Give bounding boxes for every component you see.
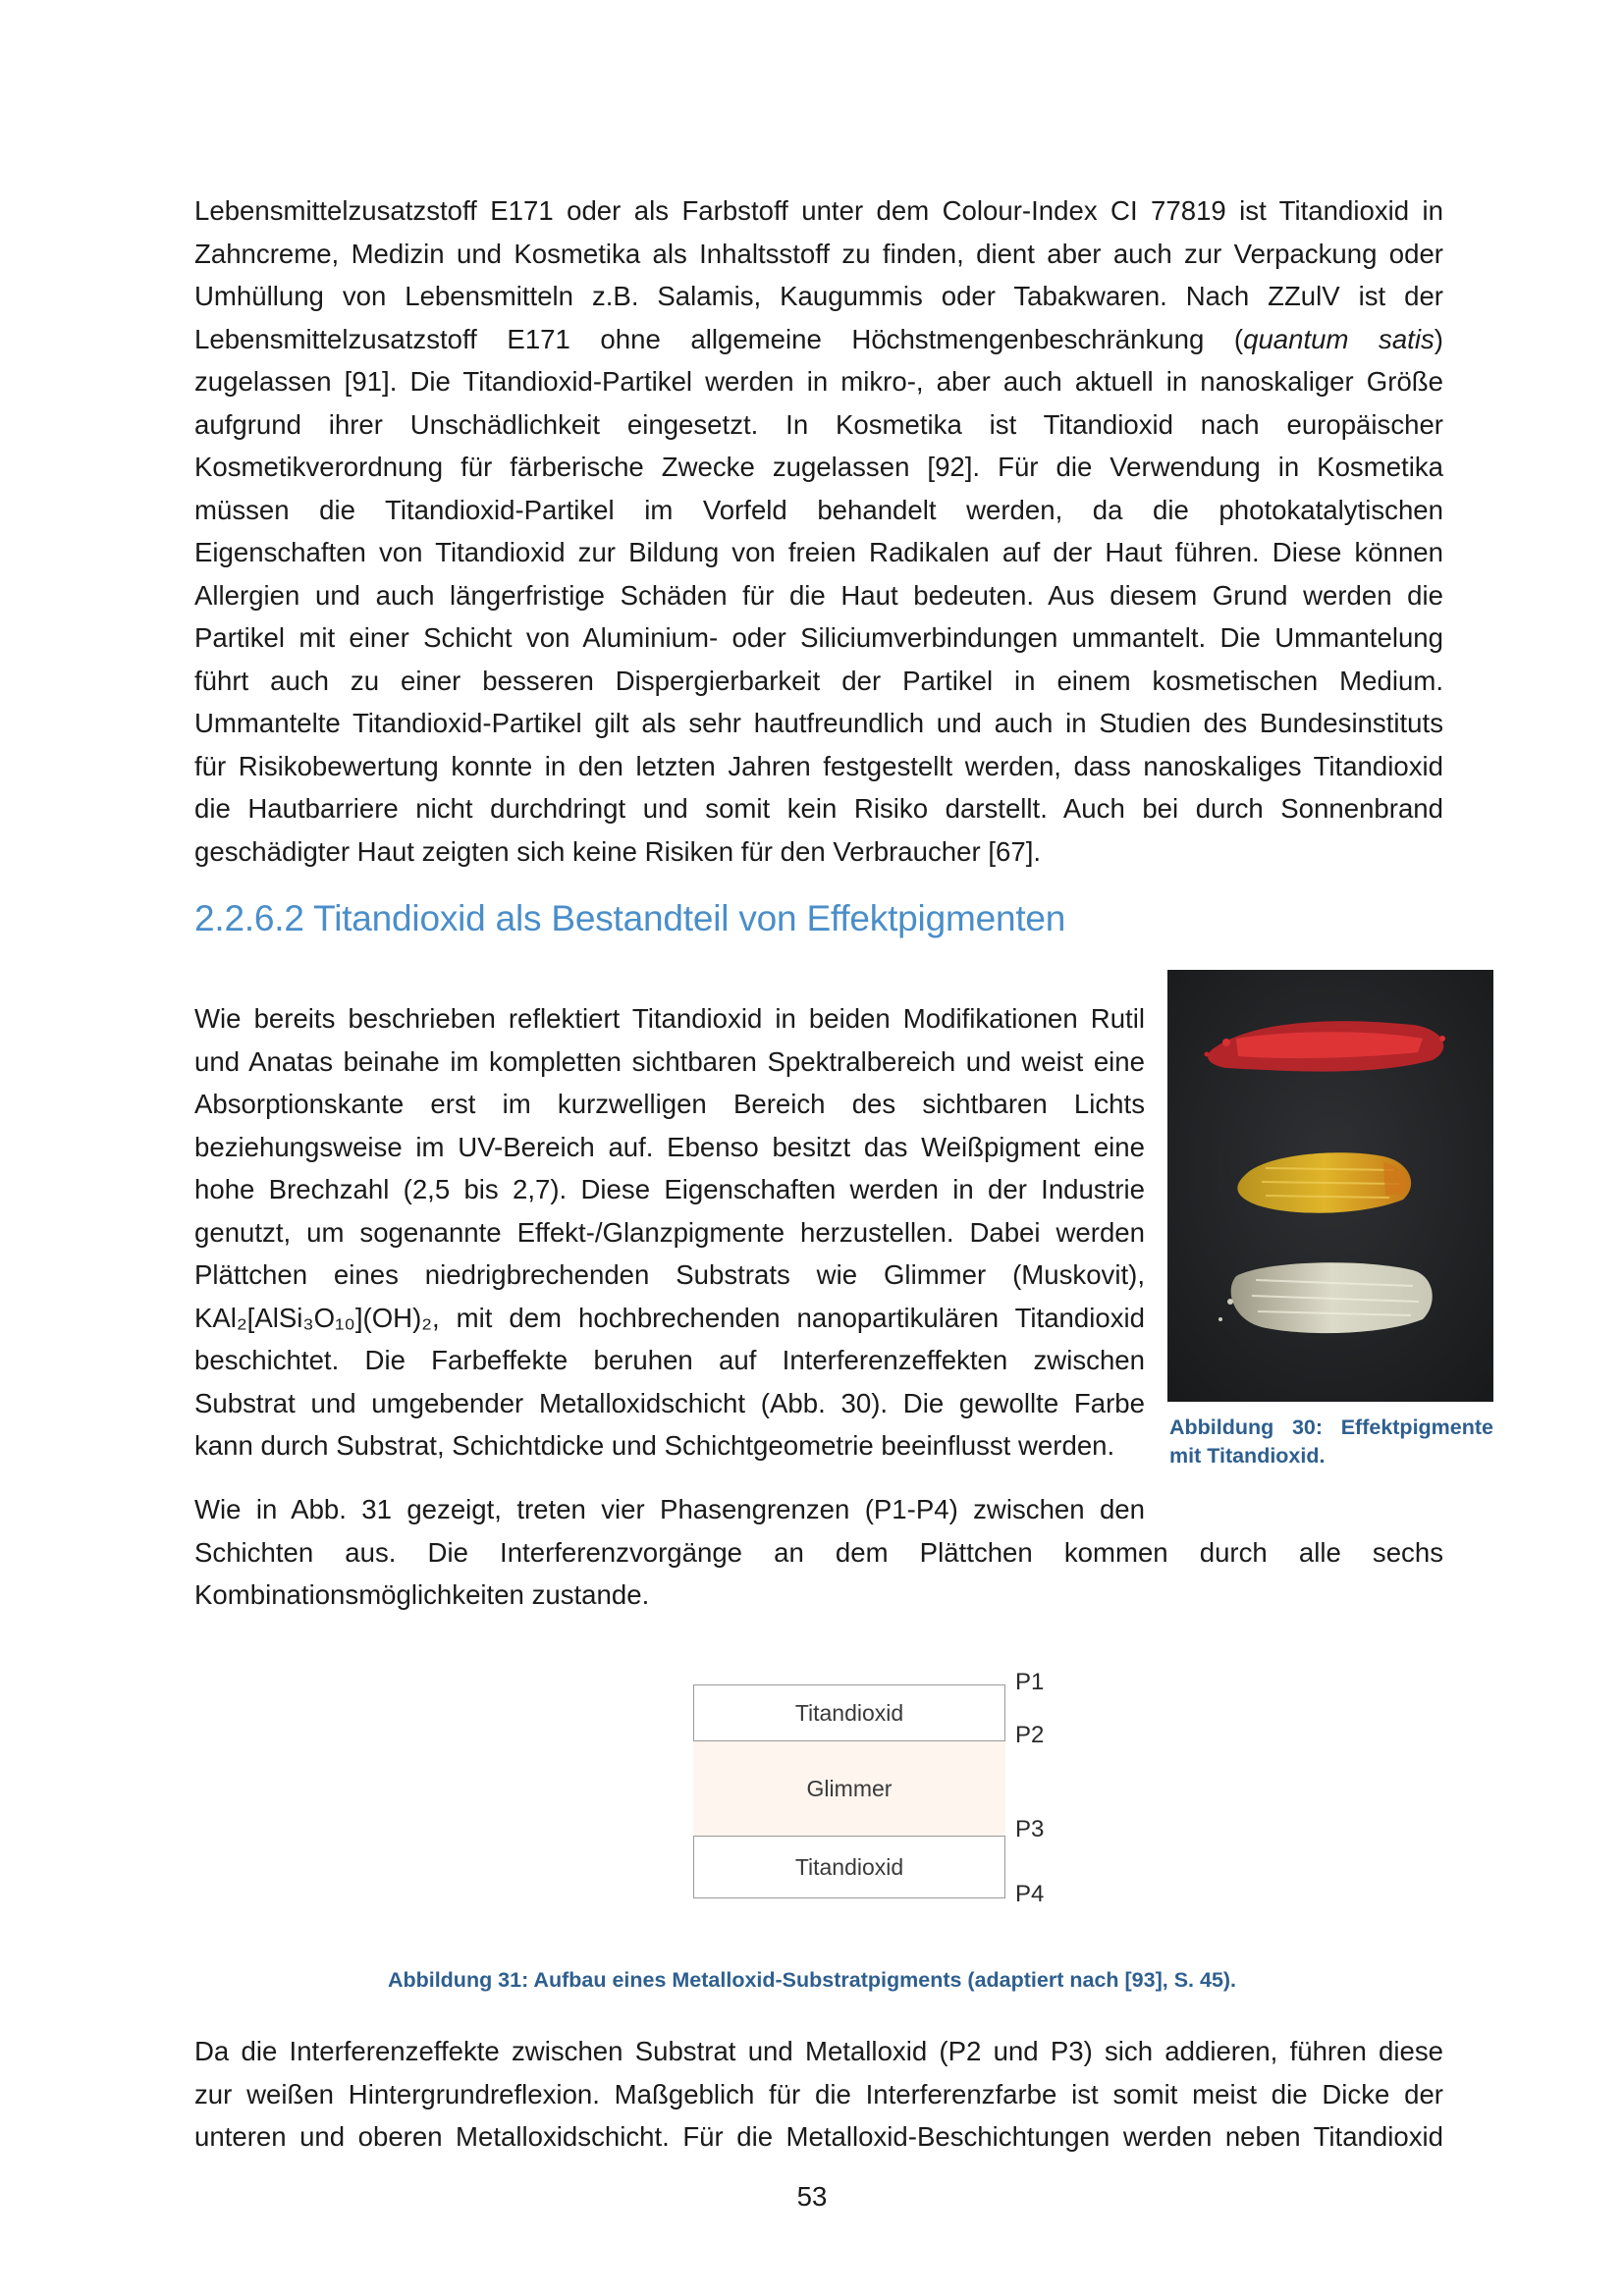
text-line: Partikel mit einer Schicht von Aluminium- oder Siliciumverbindungen ummantelt. Die Ummantelung [194, 622, 1443, 653]
text-line: Kosmetikverordnung für färberische Zwecke zugelassen [92]. Für die Verwendung in Kosmetika [194, 452, 1443, 482]
text-line: führt auch zu einer besseren Dispergierbarkeit der Partikel in einem kosmetischen Medium. [194, 665, 1443, 696]
text-line: Wie in Abb. 31 gezeigt, treten vier Phasengrenzen (P1-P4) zwischen den [194, 1494, 1145, 1524]
text-line: Umhüllung von Lebensmitteln z.B. Salamis, Kaugummis oder Tabakwaren. Nach ZZulV ist der [194, 281, 1443, 311]
paragraph-effect-pigments [194, 997, 1145, 1468]
text-line: Allergien und auch längerfristige Schäden für die Haut bedeuten. Aus diesem Grund werden die [194, 579, 1443, 611]
text-line: und Anatas beinahe im kompletten sichtbaren Spektralbereich und weist eine [194, 1045, 1145, 1077]
text-line: beziehungsweise im UV-Bereich auf. Ebenso besitzt das Weißpigment eine [194, 1131, 1145, 1162]
phase-label-p1: P1 [1015, 1669, 1045, 1695]
text-line: Substrat und umgebender Metalloxidschicht (Abb. 30). Die gewollte Farbe [194, 1387, 1145, 1418]
layer-titandioxid-bottom: Titandioxid [693, 1836, 1005, 1898]
text-line: aufgrund ihrer Unschädlichkeit eingesetzt. In Kosmetika ist Titandioxid nach europäischer [194, 408, 1443, 440]
page-number: 53 [796, 2181, 828, 2212]
text-line: Kombinationsmöglichkeiten zustande. [194, 1579, 650, 1610]
layer-titandioxid-top: Titandioxid [693, 1684, 1005, 1741]
text-segment: ) [1434, 323, 1443, 354]
italic-term: quantum satis [1243, 323, 1435, 354]
phase-label-p2: P2 [1015, 1722, 1045, 1748]
text-segment: Lebensmittelzusatzstoff E171 ohne allgemeine Höchstmengenbeschränkung ( [194, 323, 1244, 354]
paragraph-phase-boundaries [194, 1488, 1443, 1617]
text-line: Zahncreme, Medizin und Kosmetika als Inhaltsstoff zu finden, dient aber auch zur Verpackung oder [194, 238, 1443, 269]
text-line: geschädigter Haut zeigten sich keine Risiken für den Verbraucher [67]. [194, 835, 1042, 867]
text-line: Da die Interferenzeffekte zwischen Substrat und Metalloxid (P2 und P3) sich addieren, führen diese [194, 2036, 1443, 2066]
text-line: genutzt, um sogenannte Effekt-/Glanzpigmente herzustellen. Dabei werden [194, 1216, 1145, 1248]
paragraph-e171 [194, 189, 1443, 873]
phase-label-p3: P3 [1015, 1816, 1045, 1842]
text-line: zur weißen Hintergrundreflexion. Maßgeblich für die Interferenzfarbe ist somit meist die Dicke der [194, 2078, 1443, 2109]
text-line: Absorptionskante erst im kurzwelligen Bereich des sichtbaren Lichts [194, 1089, 1145, 1119]
text-line: für Risikobewertung konnte in den letzten Jahren festgestellt werden, dass nanoskaliges Titandioxid [194, 750, 1443, 781]
caption-line: Abbildung 30: Effektpigmente [1169, 1415, 1493, 1439]
paragraph-interference [194, 2030, 1443, 2159]
text-line: Lebensmittelzusatzstoff E171 oder als Farbstoff unter dem Colour-Index CI 77819 ist Titandioxid in [194, 195, 1443, 226]
text-line: kann durch Substrat, Schichtdicke und Schichtgeometrie beeinflusst werden. [194, 1430, 1115, 1461]
text-line: zugelassen [91]. Die Titandioxid-Partikel werden in mikro-, aber auch aktuell in nanoskaliger Größe [194, 366, 1443, 397]
text-line: KAl₂[AlSi₃O₁₀](OH)₂, mit dem hochbrechenden nanopartikulären Titandioxid [194, 1302, 1145, 1333]
silver-pigment-smear [1218, 1262, 1433, 1333]
text-line-with-italic [194, 318, 1443, 361]
text-line: unteren und oberen Metalloxidschicht. Für die Metalloxid-Beschichtungen werden neben Titandioxid [194, 2121, 1443, 2152]
text-line: die Hautbarriere nicht durchdringt und somit kein Risiko darstellt. Auch bei durch Sonnenbrand [194, 793, 1443, 824]
figure-31-caption: Abbildung 31: Aufbau eines Metalloxid-Substratpigments (adaptiert nach [93], S. 45). [387, 1968, 1237, 1992]
effect-pigment-photo [1167, 970, 1493, 1402]
figure-30-caption [1169, 1414, 1493, 1470]
phase-label-p4: P4 [1015, 1881, 1045, 1907]
caption-line: mit Titandioxid. [1169, 1444, 1326, 1468]
text-line: Eigenschaften von Titandioxid zur Bildung von freien Radikalen auf der Haut führen. Diese können [194, 537, 1443, 567]
text-line: Schichten aus. Die Interferenzvorgänge an dem Plättchen kommen durch alle sechs [194, 1536, 1443, 1568]
layer-structure-diagram [693, 1669, 1056, 1914]
text-line: Ummantelte Titandioxid-Partikel gilt als sehr hautfreundlich und auch in Studien des Bundesinstituts [194, 708, 1443, 738]
layer-glimmer: Glimmer [693, 1741, 1005, 1836]
section-heading: 2.2.6.2 Titandioxid als Bestandteil von Effektpigmenten [194, 898, 1066, 938]
text-line: Plättchen eines niedrigbrechenden Substrats wie Glimmer (Muskovit), [194, 1259, 1145, 1290]
text-line: beschichtet. Die Farbeffekte beruhen auf Interferenzeffekten zwischen [194, 1345, 1145, 1375]
text-line: hohe Brechzahl (2,5 bis 2,7). Diese Eigenschaften werden in der Industrie [194, 1174, 1145, 1204]
text-line: müssen die Titandioxid-Partikel im Vorfeld behandelt werden, da die photokatalytischen [194, 494, 1443, 525]
text-line: Wie bereits beschrieben reflektiert Titandioxid in beiden Modifikationen Rutil [194, 1003, 1145, 1034]
